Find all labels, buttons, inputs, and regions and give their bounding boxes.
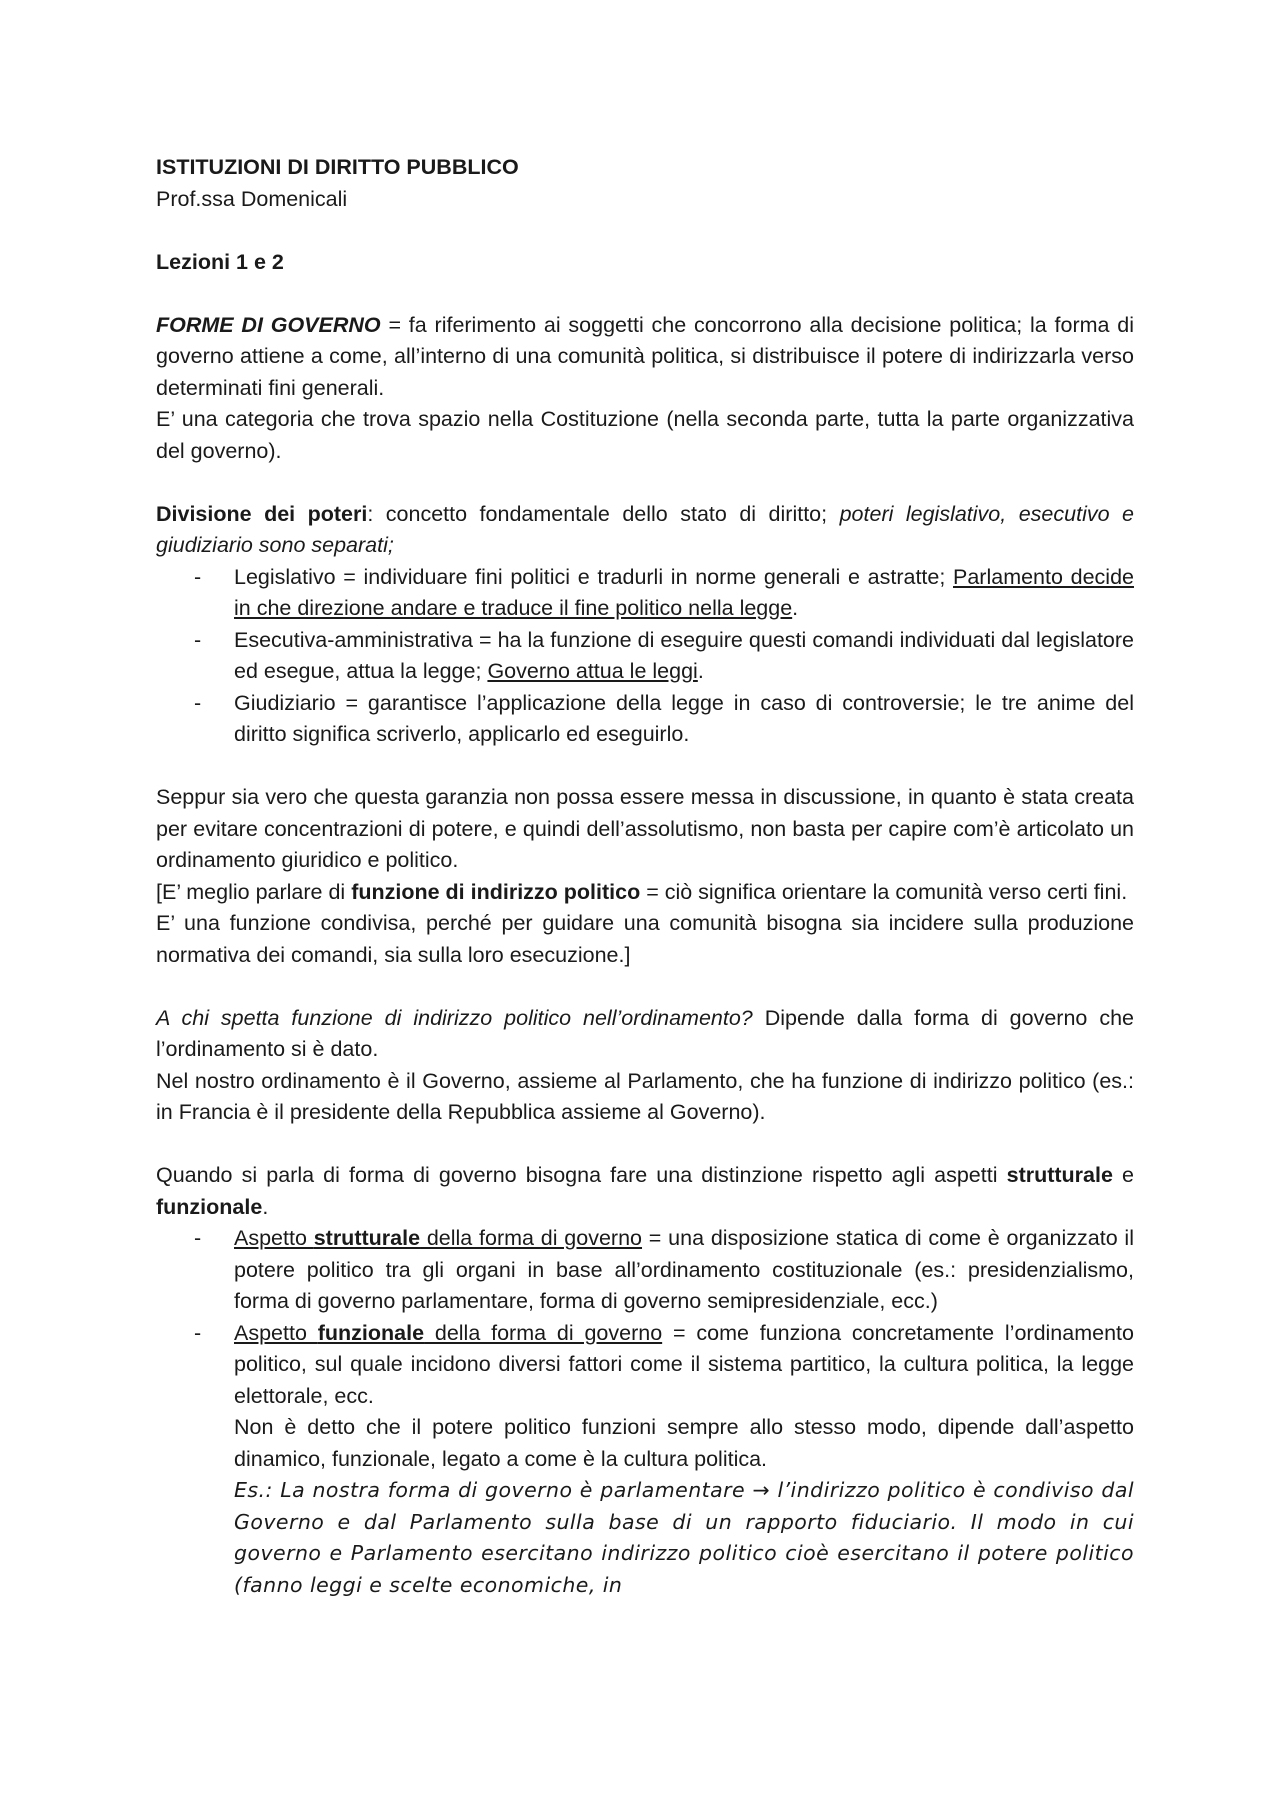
poteri-list bbox=[156, 562, 1134, 751]
list-item-legislativo: - Legislativo = individuare fini politici e tradurli in norme generali e astratte; Parlamento decide in che direzione andare e traduce il fine politico nella legge. bbox=[234, 562, 1134, 625]
aspetti-list bbox=[156, 1223, 1134, 1601]
example-paragraph: Es.: La nostra forma di governo è parlamentare → l’indirizzo politico è condiviso dal Governo e dal Parlamento sulla base di un rapporto fiduciario. Il modo in cui governo e Parlamento esercitano indirizzo politico cioè esercitano il potere politico (fanno leggi e scelte economiche, in bbox=[234, 1478, 1134, 1597]
achi-paragraph: A chi spetta funzione di indirizzo politico nell’ordinamento? Dipende dalla forma di governo che l’ordinamento si è dato. bbox=[156, 1005, 1134, 1061]
document-page bbox=[156, 152, 1134, 1601]
list-item-esecutiva: - Esecutiva-amministrativa = ha la funzione di eseguire questi comandi individuati dal legislatore ed esegue, attua la legge; Governo attua le leggi. bbox=[234, 625, 1134, 688]
quando-paragraph: Quando si parla di forma di governo bisogna fare una distinzione rispetto agli aspetti strutturale e funzionale. bbox=[156, 1163, 1135, 1219]
professor-name: Prof.ssa Domenicali bbox=[156, 186, 348, 211]
forme-paragraph-2: E’ una categoria che trova spazio nella Costituzione (nella seconda parte, tutta la parte organizzativa del governo). bbox=[156, 407, 1134, 463]
ordinamento-paragraph: Nel nostro ordinamento è il Governo, assieme al Parlamento, che ha funzione di indirizzo politico (es.: in Francia è il presidente della Repubblica assieme al Governo). bbox=[156, 1068, 1134, 1124]
document-title: ISTITUZIONI DI DIRITTO PUBBLICO bbox=[156, 155, 519, 179]
divisione-paragraph: Divisione dei poteri: concetto fondamentale dello stato di diritto; poteri legislativo, esecutivo e giudiziario sono separati; bbox=[156, 501, 1134, 557]
lesson-heading: Lezioni 1 e 2 bbox=[156, 249, 284, 274]
list-item-strutturale: - Aspetto strutturale della forma di governo = una disposizione statica di come è organizzato il potere politico tra gli organi in base all’ordinamento costituzionale (es.: presidenzialismo, forma di governo parlamentare, forma di governo semipresidenziale, ecc.) bbox=[234, 1223, 1134, 1318]
forme-paragraph: FORME DI GOVERNO = fa riferimento ai soggetti che concorrono alla decisione politica; la forma di governo attiene a come, all’interno di una comunità politica, si distribuisce il potere di indirizzarla verso determinati fini generali. bbox=[156, 312, 1134, 400]
funzione-condivisa-paragraph: E’ una funzione condivisa, perché per guidare una comunità bisogna sia incidere sulla produzione normativa dei comandi, sia sulla loro esecuzione.] bbox=[156, 911, 1134, 967]
funzionale-note: Non è detto che il potere politico funzioni sempre allo stesso modo, dipende dall’aspetto dinamico, funzionale, legato a come è la cultura politica. bbox=[234, 1415, 1134, 1471]
indirizzo-paragraph: [E’ meglio parlare di funzione di indirizzo politico = ciò significa orientare la comunità verso certi fini. bbox=[156, 879, 1128, 904]
divisione-term: Divisione dei poteri bbox=[156, 501, 368, 526]
list-item-giudiziario: - Giudiziario = garantisce l’applicazione della legge in caso di controversie; le tre anime del diritto significa scriverlo, applicarlo ed eseguirlo. bbox=[234, 688, 1134, 751]
forme-term: FORME DI GOVERNO bbox=[156, 312, 381, 337]
list-item-funzionale: - Aspetto funzionale della forma di governo = come funziona concretamente l’ordinamento politico, sul quale incidono diversi fattori come il sistema partitico, la cultura politica, la legge elettorale, ecc. Non è detto che il potere politico funzioni sempre allo stesso modo, dipende dall’aspetto dinamico, funzionale, legato a come è la cultura politica. Es.: La nostra forma di governo è parlamentare → l’indirizzo politico è condiviso dal Governo e dal Parlamento sulla base di un rapporto fiduciario. Il modo in cui governo e Parlamento esercitano indirizzo politico cioè esercitano il potere politico (fanno leggi e scelte economiche, in bbox=[234, 1318, 1134, 1602]
seppur-paragraph: Seppur sia vero che questa garanzia non possa essere messa in discussione, in quanto è stata creata per evitare concentrazioni di potere, e quindi dell’assolutismo, non basta per capire com’è articolato un ordinamento giuridico e politico. bbox=[156, 785, 1134, 872]
